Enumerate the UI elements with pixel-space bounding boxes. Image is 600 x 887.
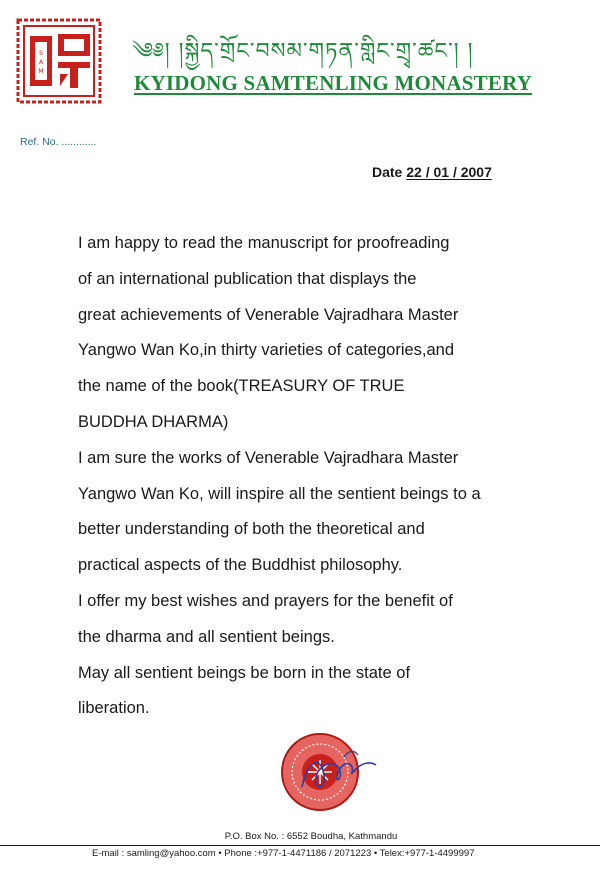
letter-body: [78, 226, 518, 727]
ref-number: Ref. No. ............: [20, 136, 97, 148]
date-value: 22 / 01 / 2007: [406, 164, 492, 180]
body-line: BUDDHA DHARMA): [78, 412, 229, 431]
body-line: great achievements of Venerable Vajradhara Master: [78, 305, 459, 324]
body-line: Yangwo Wan Ko, will inspire all the sentient beings to a: [78, 484, 481, 503]
org-name: KYIDONG SAMTENLING MONASTERY: [134, 71, 533, 95]
body-line: liberation.: [78, 699, 150, 718]
footer-divider: [0, 845, 600, 846]
body-line: practical aspects of the Buddhist philosophy.: [78, 556, 403, 575]
footer-contact: E-mail : samling@yahoo.com • Phone :+977-1-4471186 / 2071223 • Telex:+977-1-4499997: [92, 848, 475, 859]
logo-letter-a: A: [38, 59, 44, 66]
official-seal-signature: [278, 727, 383, 817]
body-line: the dharma and all sentient beings.: [78, 627, 335, 646]
body-line: I am happy to read the manuscript for proofreading: [78, 234, 450, 252]
logo-letter-s: S: [39, 50, 43, 57]
logo-letter-m: M: [38, 68, 44, 75]
monastery-logo: [16, 18, 102, 104]
date-label: Date: [372, 164, 403, 180]
body-line: Yangwo Wan Ko,in thirty varieties of categories,and: [78, 341, 455, 360]
body-line: I offer my best wishes and prayers for the benefit of: [78, 591, 453, 610]
body-line: May all sentient beings be born in the state of: [78, 663, 411, 682]
date-line: [372, 164, 492, 180]
tibetan-name: ༄༅། །སྐྱིད་གྲོང་བསམ་གཏན་གླིང་གྲྭ་ཚང་། །: [132, 39, 474, 64]
body-line: better understanding of both the theoretical and: [78, 520, 425, 539]
body-line: the name of the book(TREASURY OF TRUE: [78, 377, 405, 396]
footer-address: P.O. Box No. : 6552 Boudha, Kathmandu: [224, 831, 398, 842]
body-line: of an international publication that displays the: [78, 269, 417, 288]
body-line: I am sure the works of Venerable Vajradhara Master: [78, 448, 459, 467]
